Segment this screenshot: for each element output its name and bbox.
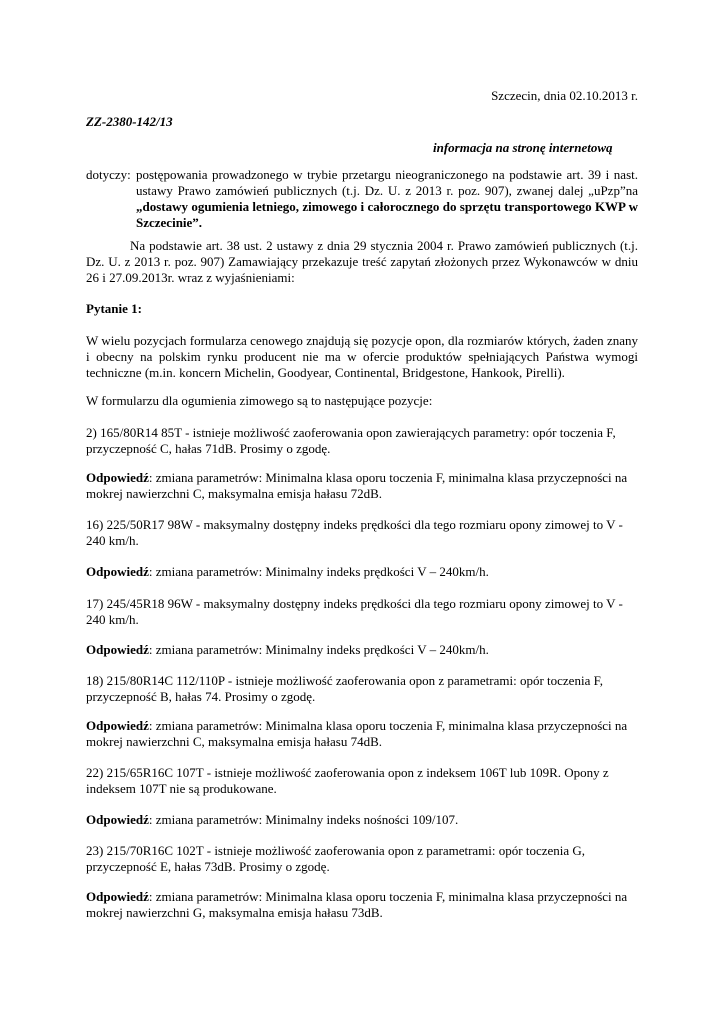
subject-text [136,167,638,231]
answer-paragraph [86,470,638,502]
list-item: 18) 215/80R14C 112/110P - istnieje możliwość zaoferowania opon z parametrami: opór toczenia F, przyczepność B, hałas 74. Prosimy o zgodę. [86,673,604,704]
answer-paragraph [86,642,638,658]
reference-number: ZZ-2380-142/13 [86,114,173,129]
answer-text: : zmiana parametrów: Minimalna klasa oporu toczenia F, minimalna klasa przyczepności na mokrej nawierzchni C, maksymalna emisja hałasu 74dB. [86,718,628,749]
question-paragraph: W formularzu dla ogumienia zimowego są to następujące pozycje: [86,393,433,408]
answer-text: : zmiana parametrów: Minimalna klasa oporu toczenia F, minimalna klasa przyczepności na mokrej nawierzchni G, maksymalna emisja hałasu 73dB. [86,889,628,920]
list-item: 17) 245/45R18 96W - maksymalny dostępny indeks prędkości dla tego rozmiaru opony zimowej to V - 240 km/h. [86,596,623,627]
answer-label: Odpowiedź [86,642,149,657]
question-title: Pytanie 1: [86,301,142,316]
answer-paragraph [86,718,638,750]
subject-label: dotyczy: [86,167,131,182]
question-paragraph: W wielu pozycjach formularza cenowego znajdują się pozycje opon, dla rozmiarów których, żaden znany i obecny na polskim rynku producent nie ma w ofercie produktów spełniających Państwa wymogi techniczne (m.in. koncern Michelin, Goodyear, Continental, Bridgestone, Hankook, Pirelli). [86,333,638,380]
list-item: 23) 215/70R16C 102T - istnieje możliwość zaoferowania opon z parametrami: opór toczenia G, przyczepność E, hałas 73dB. Prosimy o zgodę. [86,843,586,874]
answer-text: : zmiana parametrów: Minimalna klasa oporu toczenia F, minimalna klasa przyczepności na mokrej nawierzchni C, maksymalna emisja hałasu 72dB. [86,470,628,501]
answer-paragraph [86,564,638,580]
answer-paragraph [86,889,638,921]
web-info-heading: informacja na stronę internetową [433,140,613,155]
subject-block [86,167,638,231]
subject-text-bold: „dostawy ogumienia letniego, zimowego i całorocznego do sprzętu transportowego KWP w Szczecinie”. [136,199,638,230]
answer-label: Odpowiedź [86,564,149,579]
document-date: Szczecin, dnia 02.10.2013 r. [491,88,638,103]
answer-label: Odpowiedź [86,718,149,733]
answer-paragraph [86,812,638,828]
answer-text: : zmiana parametrów: Minimalny indeks prędkości V – 240km/h. [148,642,489,657]
answer-label: Odpowiedź [86,470,149,485]
answer-label: Odpowiedź [86,889,149,904]
answer-text: : zmiana parametrów: Minimalny indeks prędkości V – 240km/h. [148,564,489,579]
answer-text: : zmiana parametrów: Minimalny indeks nośności 109/107. [148,812,459,827]
answer-label: Odpowiedź [86,812,149,827]
list-item: 22) 215/65R16C 107T - istnieje możliwość zaoferowania opon z indeksem 106T lub 109R. Opony z indeksem 107T nie są produkowane. [86,765,609,796]
list-item: 2) 165/80R14 85T - istnieje możliwość zaoferowania opon zawierających parametry: opór toczenia F, przyczepność C, hałas 71dB. Prosimy o zgodę. [86,425,616,456]
intro-paragraph: Na podstawie art. 38 ust. 2 ustawy z dnia 29 stycznia 2004 r. Prawo zamówień publicznych (t.j. Dz. U. z 2013 r. poz. 907) Zamawiający przekazuje treść zapytań złożonych przez Wykonawców w dniu 26 i 27.09.2013r. wraz z wyjaśnieniami: [86,238,638,285]
list-item: 16) 225/50R17 98W - maksymalny dostępny indeks prędkości dla tego rozmiaru opony zimowej to V - 240 km/h. [86,517,623,548]
subject-text-plain: postępowania prowadzonego w trybie przetargu nieograniczonego na podstawie art. 39 i nast. ustawy Prawo zamówień publicznych (t.j. Dz. U. z 2013 r. poz. 907), zwanej dalej „uPzp”na [136,167,638,198]
